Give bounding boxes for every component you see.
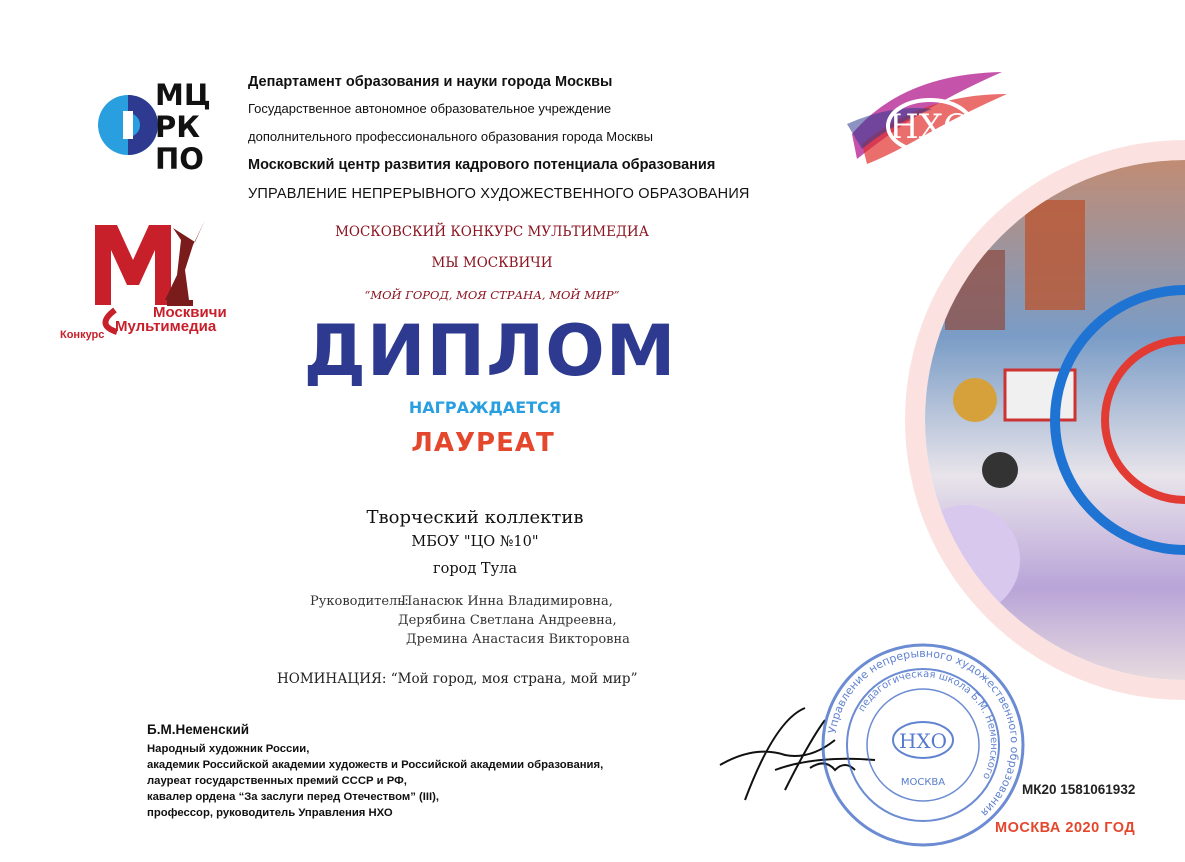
stamp-ring-text: Управление непрерывного художественного образования <box>825 646 1022 820</box>
recipient-city: город Тула <box>433 561 517 577</box>
recipient-team: Творческий коллектив <box>366 507 584 528</box>
nho-logo-text: НХО <box>889 107 971 147</box>
header-directorate: УПРАВЛЕНИЕ НЕПРЕРЫВНОГО ХУДОЖЕСТВЕННОГО ОБРАЗОВАНИЯ <box>248 186 750 202</box>
leader-name: Дерябина Светлана Андреевна, <box>398 613 617 628</box>
header-institution-line1: Государственное автономное образовательное учреждение <box>248 101 612 116</box>
signer-title-line: кавалер ордена “За заслуги перед Отечеством” (III), <box>147 791 440 803</box>
header-center: Московский центр развития кадрового потенциала образования <box>248 157 716 173</box>
logo-text-line3: ПО <box>155 142 204 175</box>
contest-logo <box>55 200 240 345</box>
logo-text-line2: РК <box>155 110 200 144</box>
diploma-title: ДИПЛОМ <box>303 310 677 392</box>
svg-text:педагогическая школа Б.М. Неме <box>857 669 1000 781</box>
recipient-school: МБОУ "ЦО №10" <box>411 534 539 550</box>
decorative-photo-ring <box>905 140 1185 700</box>
signer-title-line: академик Российской академии художеств и Российской академии образования, <box>147 759 604 771</box>
signer-title-line: Народный художник России, <box>147 743 310 755</box>
contest-subtitle: МЫ МОСКВИЧИ <box>431 255 553 271</box>
header-department: Департамент образования и науки города Москвы <box>248 74 613 90</box>
awarded-label: НАГРАЖДАЕТСЯ <box>408 398 562 417</box>
letter-m-shape <box>95 225 171 305</box>
stamp-logo-text: НХО <box>898 729 948 753</box>
contest-motto: “МОЙ ГОРОД, МОЯ СТРАНА, МОЙ МИР” <box>364 288 620 302</box>
nomination: НОМИНАЦИЯ: “Мой город, моя страна, мой мир” <box>277 671 638 687</box>
mcrkpo-logo <box>95 75 245 175</box>
signer-title-line: лауреат государственных премий СССР и РФ, <box>147 775 407 787</box>
mcrkpo-emblem <box>98 95 158 155</box>
contest-logo-konkurs: Конкурс <box>60 329 105 341</box>
signer-name: Б.М.Неменский <box>147 722 250 737</box>
contest-logo-multimedia: Мультимедиа <box>115 318 217 335</box>
leader-name: Дремина Анастасия Викторовна <box>406 632 630 647</box>
logo-text-line1: МЦ <box>155 78 211 112</box>
header-institution-line2: дополнительного профессионального образования города Москвы <box>248 129 653 144</box>
leaders-label: Руководитель: <box>310 594 409 609</box>
contest-title: МОСКОВСКИЙ КОНКУРС МУЛЬТИМЕДИА <box>335 224 649 240</box>
stamp-city: МОСКВА <box>900 777 946 788</box>
leader-name: Панасюк Инна Владимировна, <box>401 594 613 609</box>
official-stamp <box>818 640 1028 850</box>
contest-logo-moskvichi: Москвичи <box>153 304 227 321</box>
stamp-inner-text: педагогическая школа Б.М. Неменского <box>856 668 1000 782</box>
footer-city-year: МОСКВА 2020 ГОД <box>995 820 1136 836</box>
document-number: МК20 1581061932 <box>1022 782 1136 797</box>
laureate-rank: ЛАУРЕАТ <box>411 428 555 458</box>
signer-title-line: профессор, руководитель Управления НХО <box>147 807 393 819</box>
